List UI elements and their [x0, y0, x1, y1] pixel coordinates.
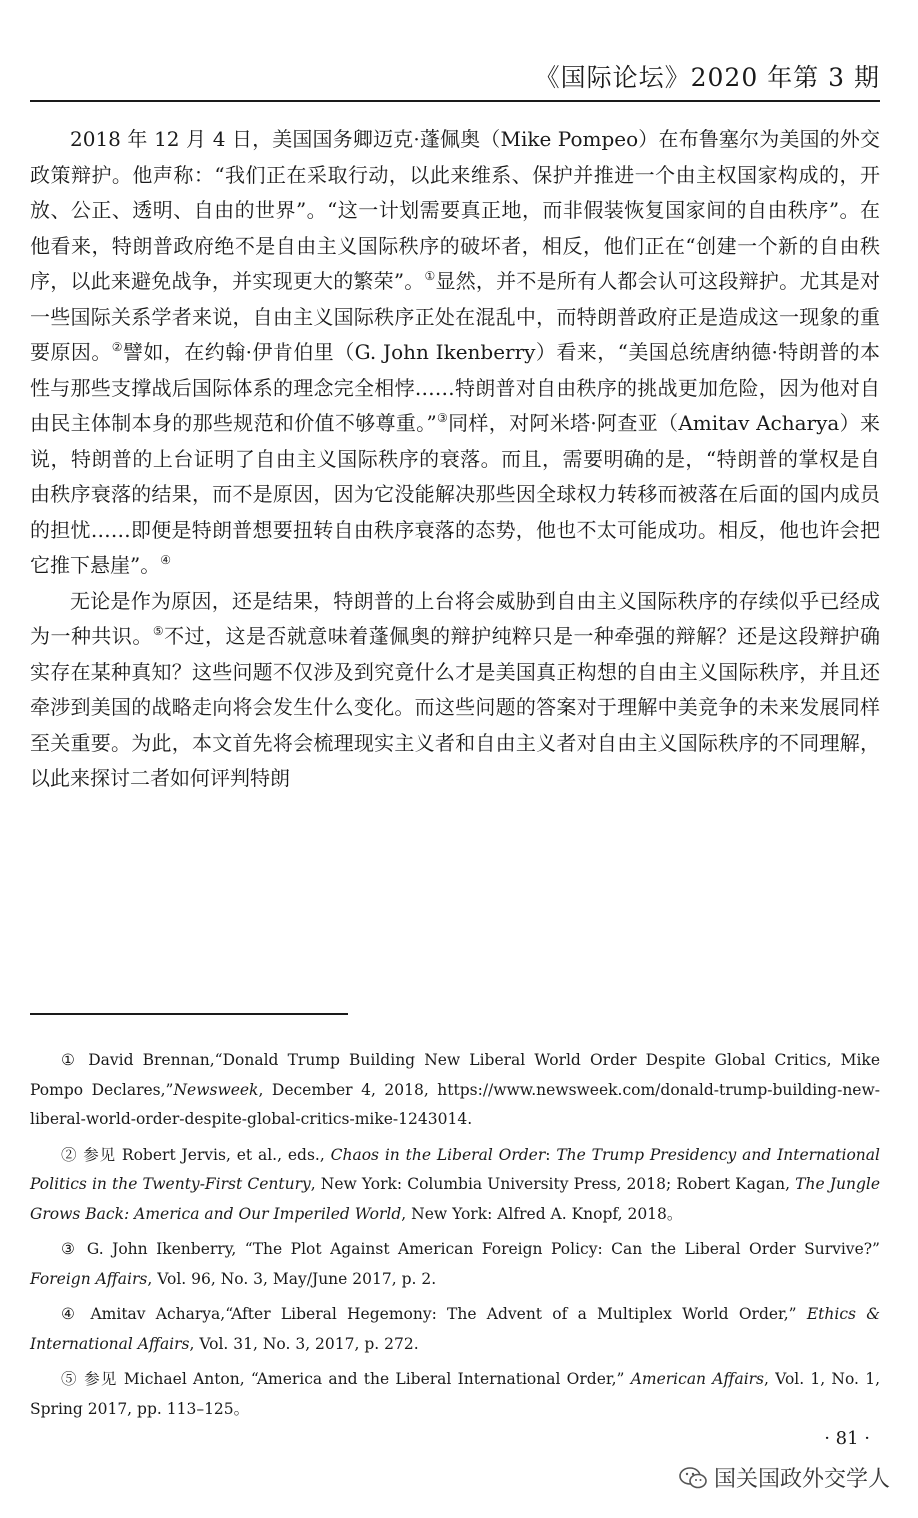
page-number: · 81 ·	[824, 1428, 870, 1449]
wechat-icon	[678, 1466, 708, 1490]
footnote-rule	[30, 1013, 348, 1015]
footnote-3-source: Foreign Affairs	[30, 1269, 148, 1288]
footnote-4-text-a: Amitav Acharya,“After Liberal Hegemony: The Advent of a Multiplex World Order,”	[90, 1305, 797, 1323]
footnote-2-colon: :	[545, 1145, 551, 1164]
paragraph-1-part-1: 2018 年 12 月 4 日，美国国务卿迈克·蓬佩奥（Mike Pompeo）在布鲁塞尔为美国的外交政策辩护。他声称：“我们正在采取行动，以此来维系、保护并推进一个由主权国家构成的，开放、公正、透明、自由的世界”。“这一计划需要真正地，而非假装恢复国家间的自由秩序”。在他看来，特朗普政府绝不是自由主义国际秩序的破坏者，相反，他们正在“创建一个新的自由秩序，以此来避免战争，并实现更大的繁荣”。	[30, 127, 880, 293]
footnote-5-text-c: , Vol. 1, No. 1, Spring 2017, pp. 113–125。	[30, 1370, 880, 1418]
paragraph-1-part-4: 同样，对阿米塔·阿查亚（Amitav Acharya）来说，特朗普的上台证明了自由主义国际秩序的衰落。而且，需要明确的是，“特朗普的掌权是自由秩序衰落的结果，而不是原因，因为它没能解决那些因全球权力转移而被落在后面的国内成员的担忧……即便是特朗普想要扭转自由秩序衰落的态势，他也不太可能成功。相反，他也许会把它推下悬崖”。	[30, 411, 880, 577]
footnote-2-title-1: Chaos in the Liberal Order	[330, 1145, 546, 1164]
body-text	[30, 122, 880, 797]
header-rule	[30, 100, 880, 102]
footnote-5-source: American Affairs	[630, 1370, 765, 1388]
paragraph-1-part-2: 显然，并不是所有人都会认可这段辩护。尤其是对一些国际关系学者来说，自由主义国际秩序正处在混乱中，而特朗普政府正是造成这一现象的重要原因。	[30, 269, 880, 364]
paragraph-1	[30, 122, 880, 584]
footnote-2-text-a: 参见 Robert Jervis, et al., eds.,	[83, 1145, 325, 1164]
footnote-2-subtitle: The Trump Presidency and International Politics in the Twenty-First Century	[30, 1145, 880, 1193]
footnote-4-source: Ethics & International Affairs	[30, 1305, 880, 1353]
footnote-1-text-a: David Brennan,“Donald Trump Building New Liberal World Order Despite Global Critics, Mike Pompo Declares,”	[30, 1051, 880, 1099]
paragraph-2-part-2: 不过，这是否就意味着蓬佩奥的辩护纯粹只是一种牵强的辩解？还是这段辩护确实存在某种真知？这些问题不仅涉及到究竟什么才是美国真正构想的自由主义国际秩序，并且还牵涉到美国的战略走向将会发生什么变化。而这些问题的答案对于理解中美竞争的未来发展同样至关重要。为此，本文首先将会梳理现实主义者和自由主义者对自由主义国际秩序的不同理解，以此来探讨二者如何评判特朗	[30, 624, 881, 790]
footnote-4-num: ④	[61, 1305, 81, 1323]
footnotes	[30, 1046, 880, 1430]
footnote-3-text-c: , Vol. 96, No. 3, May/June 2017, p. 2.	[147, 1269, 437, 1288]
footnote-4-text-c: , Vol. 31, No. 3, 2017, p. 272.	[189, 1334, 419, 1353]
footnote-1-num: ①	[61, 1051, 80, 1069]
watermark	[678, 1462, 890, 1493]
watermark-text: 国关国政外交学人	[713, 1467, 890, 1492]
footnote-ref-1[interactable]: ①	[424, 269, 436, 283]
footnote-3-num: ③	[61, 1240, 79, 1258]
footnote-5-num: ⑤	[61, 1370, 78, 1388]
footnote-2-title-2: The Jungle Grows Back: America and Our Imperiled World	[30, 1175, 880, 1223]
footnote-ref-4[interactable]: ④	[160, 553, 171, 567]
footnote-ref-3[interactable]: ③	[436, 411, 449, 425]
footnote-2	[30, 1141, 880, 1230]
paragraph-2-part-1: 无论是作为原因，还是结果，特朗普的上台将会威胁到自由主义国际秩序的存续似乎已经成为一种共识。	[30, 588, 880, 648]
footnote-4	[30, 1300, 880, 1359]
footnote-3	[30, 1235, 880, 1294]
footnote-2-text-g: , New York: Alfred A. Knopf, 2018。	[401, 1204, 683, 1223]
footnote-2-text-e: , New York: Columbia University Press, 2018; Robert Kagan,	[310, 1175, 791, 1193]
footnote-ref-2[interactable]: ②	[111, 340, 123, 354]
footnote-3-text-a: G. John Ikenberry, “The Plot Against American Foreign Policy: Can the Liberal Order Survive?”	[86, 1240, 880, 1258]
footnote-5-text-a: 参见 Michael Anton, “America and the Liberal International Order,”	[84, 1370, 625, 1388]
footnote-2-num: ②	[61, 1145, 78, 1164]
footnote-5	[30, 1365, 880, 1424]
footnote-ref-5[interactable]: ⑤	[152, 624, 165, 638]
footnote-1-source: Newsweek	[173, 1080, 259, 1099]
footnote-1-text-c: , December 4, 2018, https://www.newsweek.com/donald-trump-building-new-liberal-world-order-despite-global-critics-mike-1243014.	[30, 1080, 880, 1128]
footnote-1	[30, 1046, 880, 1135]
journal-header: 《国际论坛》2020 年第 3 期	[534, 63, 880, 92]
paragraph-1-part-3: 譬如，在约翰·伊肯伯里（G. John Ikenberry）看来，“美国总统唐纳德·特朗普的本性与那些支撑战后国际体系的理念完全相悖……特朗普对自由秩序的挑战更加危险，因为他对自由民主体制本身的那些规范和价值不够尊重。”	[30, 340, 881, 435]
paragraph-2	[30, 584, 880, 797]
